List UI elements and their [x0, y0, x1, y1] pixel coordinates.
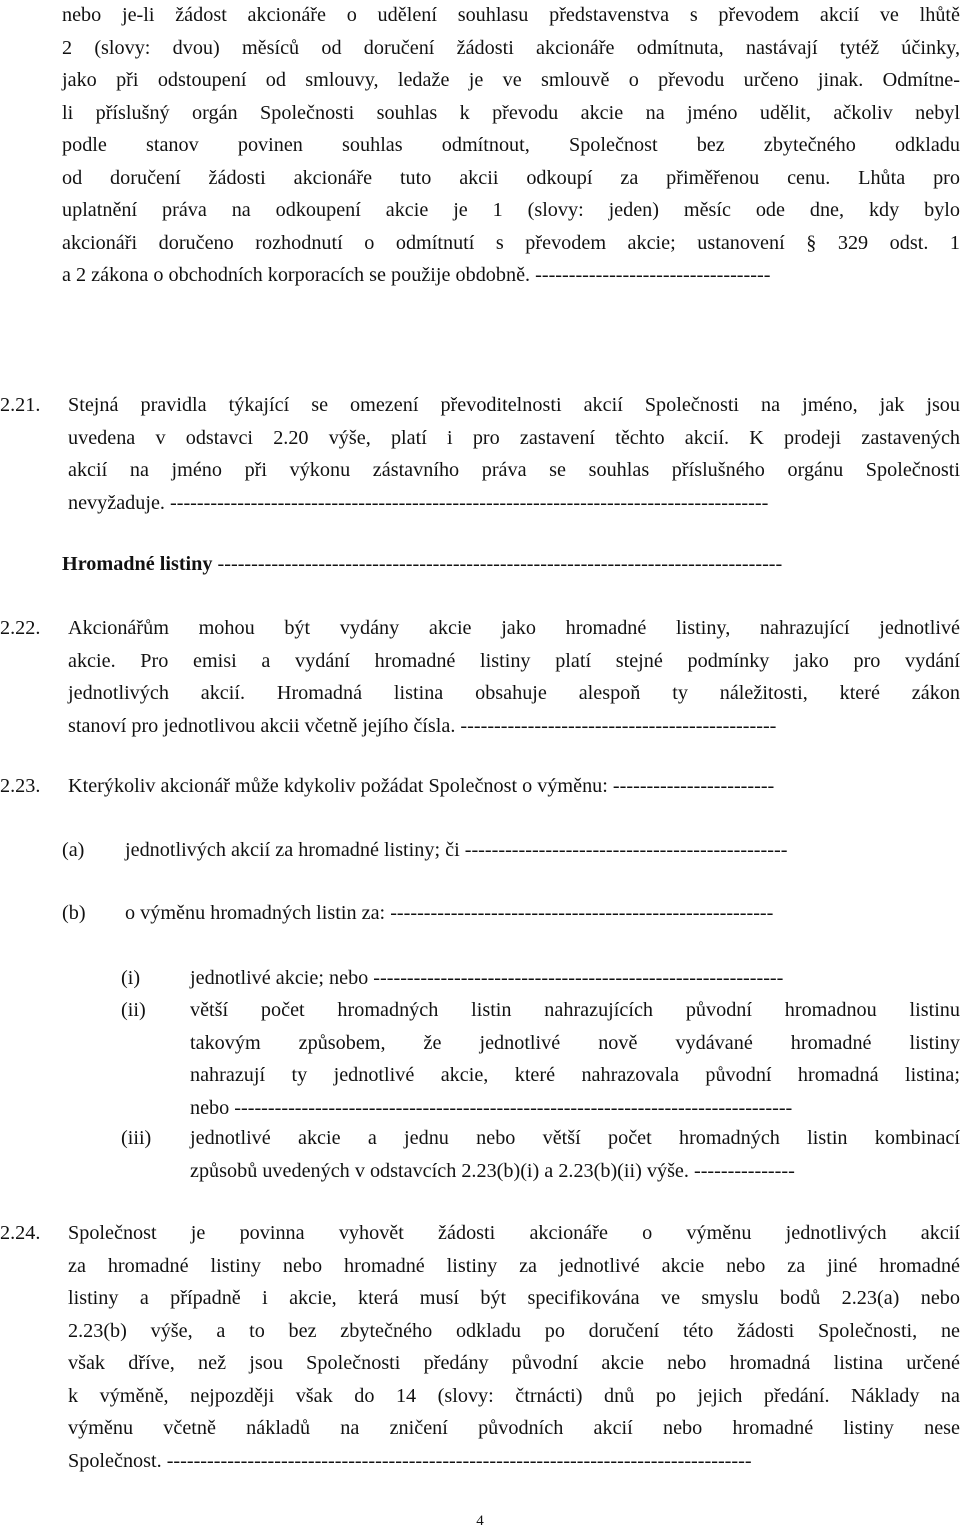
item-label-a: (a): [62, 839, 85, 861]
heading-title: Hromadné listiny: [62, 553, 213, 575]
page-number: 4: [476, 1513, 484, 1529]
heading-dashes: ------------------------------------------------------------------------------------: [212, 553, 783, 575]
text-line: nevyžaduje. -----------------------------------------------------------------------------------------: [68, 491, 769, 514]
text-line: za hromadné listiny nebo hromadné listiny za jednotlivé akcie nebo za jiné hromadné: [68, 1254, 960, 1277]
subitem-text-iii: [190, 1122, 960, 1187]
text-line: však dříve, než jsou Společnosti předány původní akcie nebo hromadná listina určené: [68, 1352, 960, 1374]
item-label-b: (b): [62, 902, 86, 924]
text-line: podle stanov povinen souhlas odmítnout, Společnost bez zbytečného odkladu: [62, 134, 960, 156]
text-line: akcií na jméno při výkonu zástavního práva se souhlas příslušného orgánu Společnosti: [68, 459, 960, 481]
text-line: větší počet hromadných listin nahrazujících původní hromadnou listinu: [190, 999, 960, 1021]
subitem-label-i: (i): [121, 967, 141, 989]
clause-text: [68, 612, 960, 742]
clause-text: Kterýkoliv akcionář může kdykoliv požádat Společnost o výměnu: ------------------------: [68, 775, 775, 797]
text-line: 2 (slovy: dvou) měsíců od doručení žádosti akcionáře odmítnuta, nastávají tytéž účinky,: [62, 36, 960, 59]
text-line: 2.23(b) výše, a to bez zbytečného odkladu po doručení této žádosti Společnosti, ne: [68, 1319, 960, 1342]
text-line: jednotlivých akcií. Hromadná listina obsahuje alespoň ty náležitosti, které zákon: [68, 682, 960, 704]
text-line: a 2 zákona o obchodních korporacích se použije obdobně. -----------------------------------: [62, 264, 771, 286]
subitem-text-ii: [190, 994, 960, 1124]
text-line: nahrazují ty jednotlivé akcie, které nahrazovala původní hromadná listina;: [190, 1064, 960, 1086]
clause-text: [68, 1217, 960, 1477]
text-line: nebo je-li žádost akcionáře o udělení souhlasu představenstva s převodem akcií ve lhůtě: [62, 4, 960, 26]
text-line: od doručení žádosti akcionáře tuto akcii odkoupí za přiměřenou cenu. Lhůta pro: [62, 166, 960, 189]
clause-text: [68, 389, 960, 519]
subitem-label-ii: (ii): [121, 999, 146, 1021]
text-line: nebo -----------------------------------------------------------------------------------: [190, 1096, 793, 1119]
item-text-a: jednotlivých akcií za hromadné listiny; či ------------------------------------------------: [125, 839, 788, 861]
clause-number: 2.21.: [0, 394, 41, 416]
text-line: stanoví pro jednotlivou akcii včetně jejího čísla. -----------------------------------------------: [68, 714, 777, 737]
text-line: Společnost je povinna vyhovět žádosti akcionáře o výměnu jednotlivých akcií: [68, 1222, 960, 1244]
text-line: jednotlivé akcie; nebo -------------------------------------------------------------: [190, 967, 784, 989]
text-line: li příslušný orgán Společnosti souhlas k převodu akcie na jméno udělit, ačkoliv nebyl: [62, 101, 960, 124]
text-line: způsobů uvedených v odstavcích 2.23(b)(i) a 2.23(b)(ii) výše. ---------------: [190, 1159, 795, 1182]
text-line: Společnost. ---------------------------------------------------------------------------------------: [68, 1449, 752, 1472]
text-line: výměnu včetně nákladů na zničení původních akcií nebo hromadné listiny nese: [68, 1417, 960, 1439]
subitem-text-i: [190, 962, 960, 995]
clause-number: 2.23.: [0, 775, 41, 797]
clause-number: 2.24.: [0, 1222, 41, 1244]
subitem-label-iii: (iii): [121, 1127, 152, 1149]
text-line: akcie. Pro emisi a vydání hromadné listiny platí stejné podmínky jako pro vydání: [68, 649, 960, 672]
section-heading: [62, 548, 960, 581]
item-text-b: o výměnu hromadných listin za: ---------------------------------------------------------: [125, 902, 774, 924]
text-line: akcionáři doručeno rozhodnutí o odmítnutí s převodem akcie; ustanovení § 329 odst. 1: [62, 231, 960, 254]
clause-number: 2.22.: [0, 617, 41, 639]
text-line: k výměně, nejpozději však do 14 (slovy: čtrnácti) dnů po jejich předání. Náklady na: [68, 1384, 960, 1407]
text-line: takovým způsobem, že jednotlivé nově vydávané hromadné listiny: [190, 1031, 960, 1054]
intro-paragraph: [62, 0, 960, 292]
text-line: jako při odstoupení od smlouvy, ledaže je ve smlouvě o převodu určeno jinak. Odmítne-: [62, 69, 960, 91]
text-line: Stejná pravidla týkající se omezení převoditelnosti akcií Společnosti na jméno, jak jsou: [68, 394, 960, 416]
text-line: Akcionářům mohou být vydány akcie jako hromadné listiny, nahrazující jednotlivé: [68, 617, 960, 639]
text-line: listiny a případně i akcie, která musí být specifikována ve smyslu bodů 2.23(a) nebo: [68, 1287, 960, 1309]
text-line: jednotlivé akcie a jednu nebo větší počet hromadných listin kombinací: [190, 1127, 960, 1149]
text-line: uvedena v odstavci 2.20 výše, platí i pro zastavení těchto akcií. K prodeji zastavených: [68, 426, 960, 449]
text-line: uplatnění práva na odkoupení akcie je 1 (slovy: jeden) měsíc ode dne, kdy bylo: [62, 199, 960, 221]
